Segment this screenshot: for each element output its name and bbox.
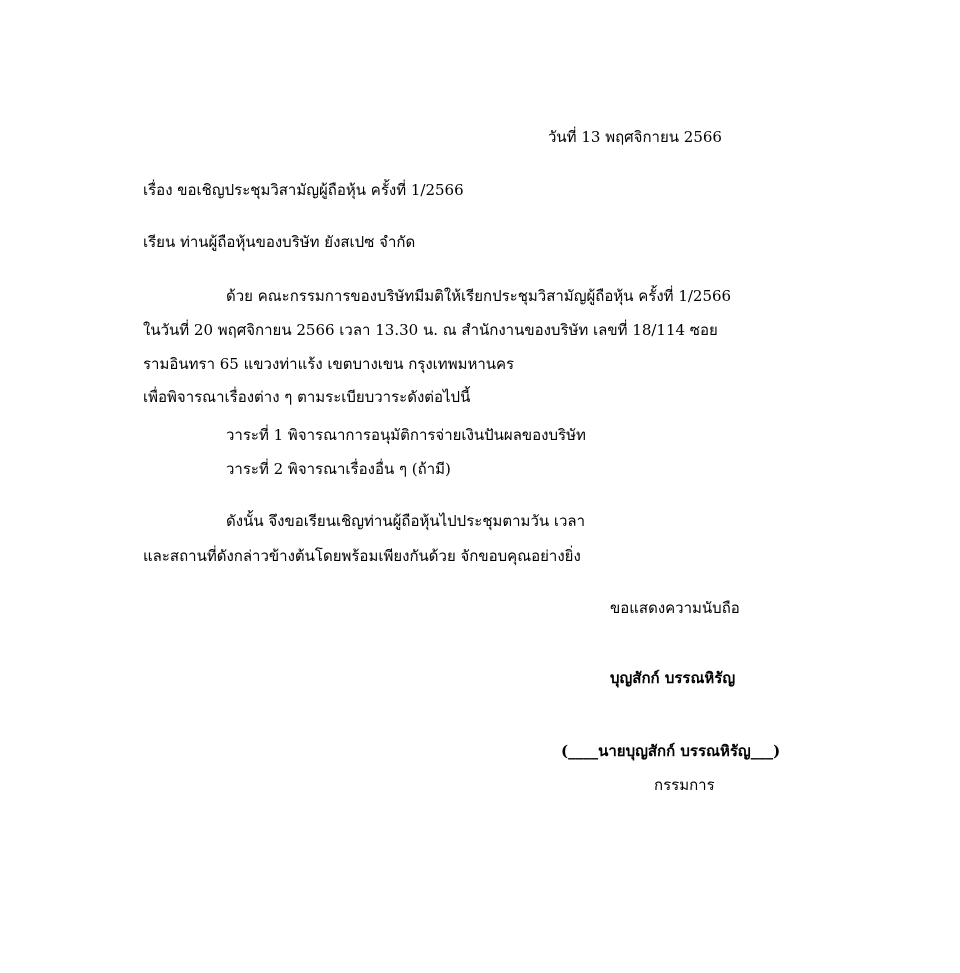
letter-recipient: เรียน ท่านผู้ถือหุ้นของบริษัท ยังสเปซ จำกัด (143, 233, 416, 251)
signature-full-name: (____นายบุญสักก์ บรรณหิรัญ___) (561, 742, 781, 760)
body-line-1: ด้วย คณะกรรมการของบริษัทมีมติให้เรียกประชุมวิสามัญผู้ถือหุ้น ครั้งที่ 1/2566 (226, 287, 732, 305)
letter-subject: เรื่อง ขอเชิญประชุมวิสามัญผู้ถือหุ้น ครั้งที่ 1/2566 (143, 181, 464, 199)
signature-name: บุญสักก์ บรรณหิรัญ (610, 669, 736, 687)
letter-date: วันที่ 13 พฤศจิกายน 2566 (548, 128, 722, 146)
body-line-4: เพื่อพิจารณาเรื่องต่าง ๆ ตามระเบียบวาระดังต่อไปนี้ (143, 388, 471, 406)
body-line-2: ในวันที่ 20 พฤศจิกายน 2566 เวลา 13.30 น. ณ สำนักงานของบริษัท เลขที่ 18/114 ซอย (143, 321, 718, 339)
signature-title: กรรมการ (654, 776, 715, 794)
closing-line-2: และสถานที่ดังกล่าวข้างต้นโดยพร้อมเพียงกันด้วย จักขอบคุณอย่างยิ่ง (143, 547, 581, 565)
body-line-3: รามอินทรา 65 แขวงท่าแร้ง เขตบางเขน กรุงเทพมหานคร (143, 355, 515, 373)
agenda-item-2: วาระที่ 2 พิจารณาเรื่องอื่น ๆ (ถ้ามี) (226, 460, 451, 478)
regards: ขอแสดงความนับถือ (610, 599, 740, 617)
agenda-item-1: วาระที่ 1 พิจารณาการอนุมัติการจ่ายเงินปันผลของบริษัท (226, 426, 586, 444)
closing-line-1: ดังนั้น จึงขอเรียนเชิญท่านผู้ถือหุ้นไปประชุมตามวัน เวลา (226, 512, 586, 530)
